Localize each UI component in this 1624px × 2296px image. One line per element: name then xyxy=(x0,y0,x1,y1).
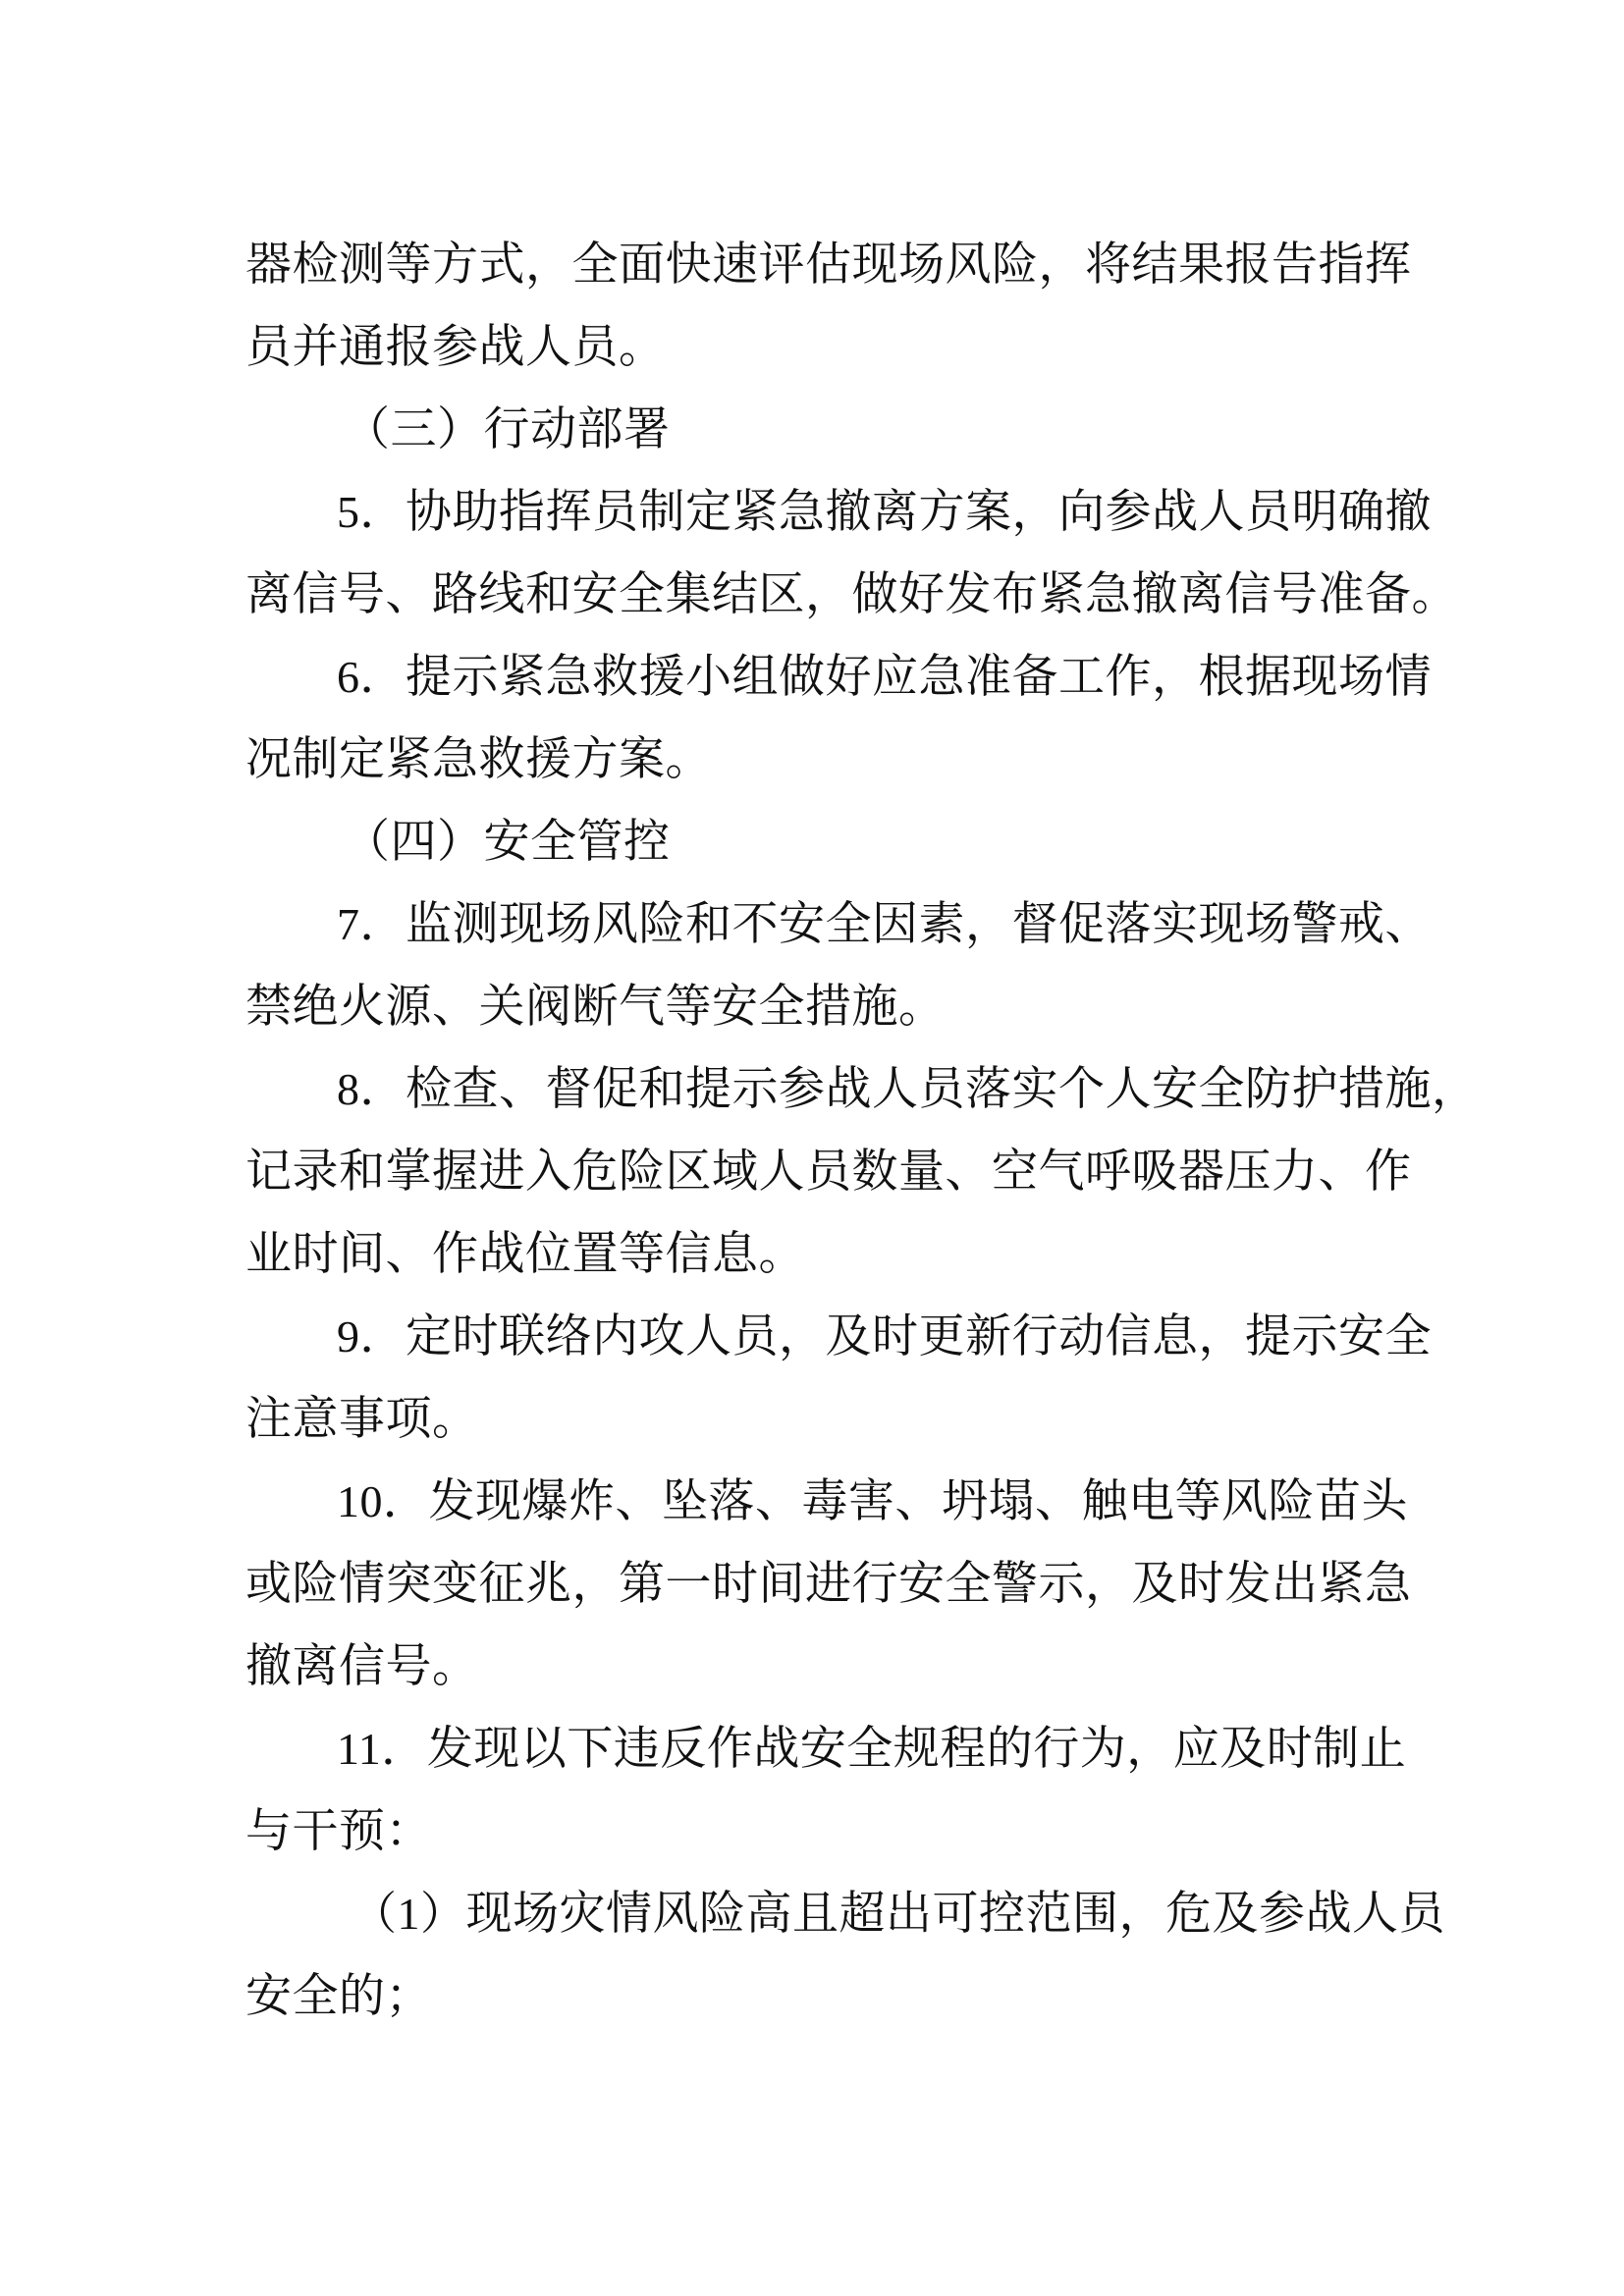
item-text: 检查、督促和提示参战人员落实个人安全防护措施， xyxy=(406,1062,1479,1116)
text-line xyxy=(245,1461,1408,1543)
paragraph xyxy=(245,224,1412,389)
text-line xyxy=(245,1708,1407,1790)
item-number: （1） xyxy=(352,1889,466,1939)
text-line xyxy=(245,636,1432,719)
item-text: 发现以下违反作战安全规程的行为，应及时制止 xyxy=(426,1722,1407,1776)
text-line: 注意事项。 xyxy=(245,1392,479,1446)
text-line: 撤离信号。 xyxy=(245,1639,479,1693)
list-item xyxy=(245,1461,1412,1708)
list-item xyxy=(245,1296,1432,1461)
text-line: 员并通报参战人员。 xyxy=(245,320,666,374)
text-line: 与干预： xyxy=(245,1804,432,1858)
text-line xyxy=(245,1873,1445,1955)
item-text: 定时联络内攻人员，及时更新行动信息，提示安全 xyxy=(406,1309,1432,1363)
text-line: 器检测等方式，全面快速评估现场风险，将结果报告指挥 xyxy=(245,238,1412,292)
item-text: 提示紧急救援小组做好应急准备工作，根据现场情 xyxy=(406,650,1432,704)
list-item xyxy=(245,1048,1479,1296)
list-item xyxy=(245,636,1432,801)
section-heading xyxy=(245,389,1389,471)
text-line: 况制定紧急救援方案。 xyxy=(245,732,712,786)
item-text: 发现爆炸、坠落、毒害、坍塌、触电等风险苗头 xyxy=(428,1474,1408,1528)
text-line xyxy=(245,1048,1479,1131)
item-text: 协助指挥员制定紧急撤离方案，向参战人员明确撤 xyxy=(406,485,1432,539)
text-line: 禁绝火源、关阀断气等安全措施。 xyxy=(245,980,946,1034)
heading-text: （四）安全管控 xyxy=(344,815,671,869)
section-heading xyxy=(245,801,1389,883)
list-item xyxy=(245,1708,1407,1873)
item-number: 6． xyxy=(337,652,406,702)
text-line: 记录和掌握进入危险区域人员数量、空气呼吸器压力、作 xyxy=(245,1145,1412,1199)
item-number: 7． xyxy=(337,899,406,949)
text-line xyxy=(245,883,1432,966)
text-line: 或险情突变征兆，第一时间进行安全警示，及时发出紧急 xyxy=(245,1557,1412,1611)
heading-text: （三）行动部署 xyxy=(344,402,671,456)
list-item xyxy=(245,1873,1445,2038)
text-line xyxy=(245,1296,1432,1378)
item-text: 现场灾情风险高且超出可控范围，危及参战人员 xyxy=(465,1887,1445,1941)
list-item xyxy=(245,471,1458,636)
list-item xyxy=(245,883,1432,1048)
item-number: 8． xyxy=(337,1064,406,1114)
text-line: 安全的； xyxy=(245,1969,432,2023)
text-line xyxy=(245,471,1432,554)
item-number: 11． xyxy=(337,1724,427,1774)
text-line: 离信号、路线和安全集结区，做好发布紧急撤离信号准备。 xyxy=(245,567,1458,621)
item-number: 10． xyxy=(337,1476,429,1526)
document-body xyxy=(245,224,1479,2038)
item-number: 9． xyxy=(337,1311,406,1362)
item-number: 5． xyxy=(337,487,406,537)
item-text: 监测现场风险和不安全因素，督促落实现场警戒、 xyxy=(406,897,1432,951)
text-line: 业时间、作战位置等信息。 xyxy=(245,1227,805,1281)
